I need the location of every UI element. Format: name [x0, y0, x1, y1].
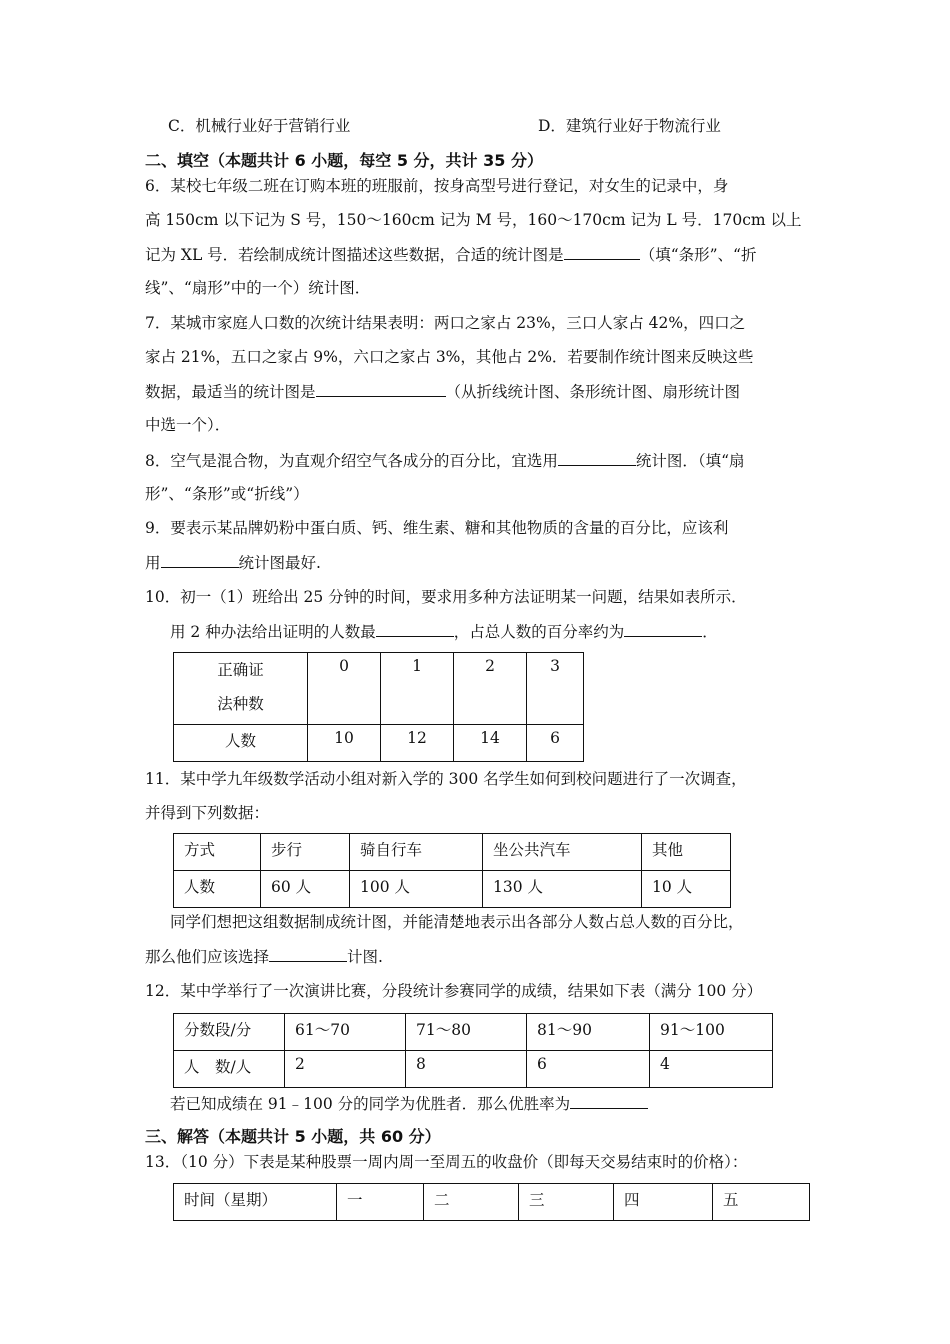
q10-text-2c: ． — [702, 623, 718, 641]
table-cell: 60 人 — [261, 871, 350, 908]
table-cell: 81～90 — [527, 1014, 650, 1051]
q6-answer-blank[interactable] — [564, 244, 640, 260]
q8-text-1a: 8．空气是混合物，为直观介绍空气各成分的百分比，宜选用 — [145, 452, 558, 470]
table-cell: 14 — [454, 725, 527, 762]
table-cell: 分数段/分 — [174, 1014, 285, 1051]
q6-line-4: 线”、“扇形”中的一个）统计图． — [145, 279, 371, 297]
q13-line-1: 13．（10 分）下表是某种股票一周内周一至周五的收盘价（即每天交易结束时的价格）： — [145, 1153, 748, 1171]
table-cell: 4 — [650, 1051, 773, 1088]
q13-table — [173, 1183, 810, 1221]
table-cell: 人 数/人 — [174, 1051, 285, 1088]
q12-text-2: 若已知成绩在 91﹣100 分的同学为优胜者．那么优胜率为 — [170, 1095, 571, 1113]
q11-text-4b: 计图. — [347, 948, 383, 966]
q9-line-2 — [145, 552, 321, 573]
q10-text-2a: 用 2 种办法给出证明的人数最 — [170, 623, 376, 641]
q9-answer-blank[interactable] — [161, 552, 239, 568]
table-cell: 坐公共汽车 — [483, 834, 642, 871]
q10-answer-blank-1[interactable] — [376, 621, 454, 637]
table-cell: 10 人 — [642, 871, 731, 908]
q11-table — [173, 833, 731, 908]
table-cell: 91～100 — [650, 1014, 773, 1051]
q9-line-1: 9．要表示某品牌奶粉中蛋白质、钙、维生素、糖和其他物质的含量的百分比，应该利 — [145, 519, 729, 537]
table-cell: 二 — [424, 1184, 519, 1221]
table-cell: 五 — [713, 1184, 810, 1221]
table-cell: 方式 — [174, 834, 261, 871]
table-cell: 6 — [527, 725, 584, 762]
q11-line-4 — [145, 946, 383, 967]
table-cell: 61～70 — [285, 1014, 406, 1051]
q10-line-2 — [170, 621, 718, 642]
q6-line-3 — [145, 244, 756, 265]
q10-text-2b: ，占总人数的百分率约为 — [453, 623, 625, 641]
q12-table — [173, 1013, 773, 1088]
table-cell: 1 — [381, 653, 454, 725]
q6-text-3a: 记为 XL 号．若绘制成统计图描述这些数据，合适的统计图是 — [145, 246, 564, 264]
q12-line-2 — [170, 1093, 648, 1114]
q8-answer-blank[interactable] — [558, 450, 636, 466]
q7-line-4: 中选一个）． — [145, 416, 231, 434]
q8-text-1b: 统计图．（填“扇 — [635, 452, 745, 470]
table-cell: 2 — [285, 1051, 406, 1088]
q10-header-line-2: 法种数 — [217, 695, 264, 713]
q6-line-2: 高 150cm 以下记为 S 号，150～160cm 记为 M 号，160～170cm 记为 L 号．170cm 以上 — [145, 211, 802, 229]
option-c: C．机械行业好于营销行业 — [168, 117, 351, 135]
q9-text-2a: 用 — [145, 554, 161, 572]
table-cell: 四 — [614, 1184, 713, 1221]
table-cell: 其他 — [642, 834, 731, 871]
q11-text-4a: 那么他们应该选择 — [145, 948, 270, 966]
table-cell: 时间（星期） — [174, 1184, 337, 1221]
q11-line-2: 并得到下列数据： — [145, 804, 270, 822]
section-2-title: 二、填空（本题共计 6 小题，每空 5 分，共计 35 分） — [145, 151, 543, 170]
q7-text-3a: 数据，最适当的统计图是 — [145, 383, 316, 401]
table-cell: 步行 — [261, 834, 350, 871]
q7-text-3b: （从折线统计图、条形统计图、扇形统计图 — [445, 383, 741, 401]
table-cell: 一 — [337, 1184, 424, 1221]
q8-line-2: 形”、“条形”或“折线”） — [145, 485, 309, 503]
table-cell: 6 — [527, 1051, 650, 1088]
q11-line-1: 11．某中学九年级数学活动小组对新入学的 300 名学生如何到校问题进行了一次调查， — [145, 770, 747, 788]
table-cell: 12 — [381, 725, 454, 762]
q6-line-1: 6．某校七年级二班在订购本班的班服前，按身高型号进行登记，对女生的记录中，身 — [145, 177, 729, 195]
q7-line-3 — [145, 381, 740, 402]
table-cell: 三 — [519, 1184, 614, 1221]
q8-line-1 — [145, 450, 745, 471]
table-cell: 71～80 — [406, 1014, 527, 1051]
q7-line-2: 家占 21%，五口之家占 9%，六口之家占 3%，其他占 2%．若要制作统计图来反映这些 — [145, 348, 754, 366]
q10-table — [173, 652, 584, 762]
q10-header-line-1: 正确证 — [217, 661, 264, 679]
table-cell: 130 人 — [483, 871, 642, 908]
table-cell: 2 — [454, 653, 527, 725]
q11-answer-blank[interactable] — [269, 946, 347, 962]
option-d: D．建筑行业好于物流行业 — [538, 117, 721, 135]
q10-row-label: 人数 — [174, 725, 308, 762]
q7-answer-blank[interactable] — [316, 381, 446, 397]
q7-line-1: 7．某城市家庭人口数的次统计结果表明：两口之家占 23%，三口人家占 42%，四口之 — [145, 314, 746, 332]
q10-table-header — [174, 653, 308, 725]
table-cell: 8 — [406, 1051, 527, 1088]
q6-text-3b: （填“条形”、“折 — [639, 246, 757, 264]
q12-answer-blank[interactable] — [570, 1093, 648, 1109]
q11-line-3: 同学们想把这组数据制成统计图，并能清楚地表示出各部分人数占总人数的百分比， — [170, 913, 744, 931]
table-cell: 10 — [308, 725, 381, 762]
table-cell: 人数 — [174, 871, 261, 908]
q9-text-2b: 统计图最好. — [238, 554, 321, 572]
table-cell: 100 人 — [350, 871, 483, 908]
table-cell: 0 — [308, 653, 381, 725]
q10-line-1: 10．初一（1）班给出 25 分钟的时间，要求用多种方法证明某一问题，结果如表所示． — [145, 588, 747, 606]
section-3-title: 三、解答（本题共计 5 小题，共 60 分） — [145, 1127, 441, 1146]
q12-line-1: 12．某中学举行了一次演讲比赛，分段统计参赛同学的成绩，结果如下表（满分 100 分） — [145, 982, 763, 1000]
table-cell: 骑自行车 — [350, 834, 483, 871]
q10-answer-blank-2[interactable] — [624, 621, 702, 637]
table-cell: 3 — [527, 653, 584, 725]
